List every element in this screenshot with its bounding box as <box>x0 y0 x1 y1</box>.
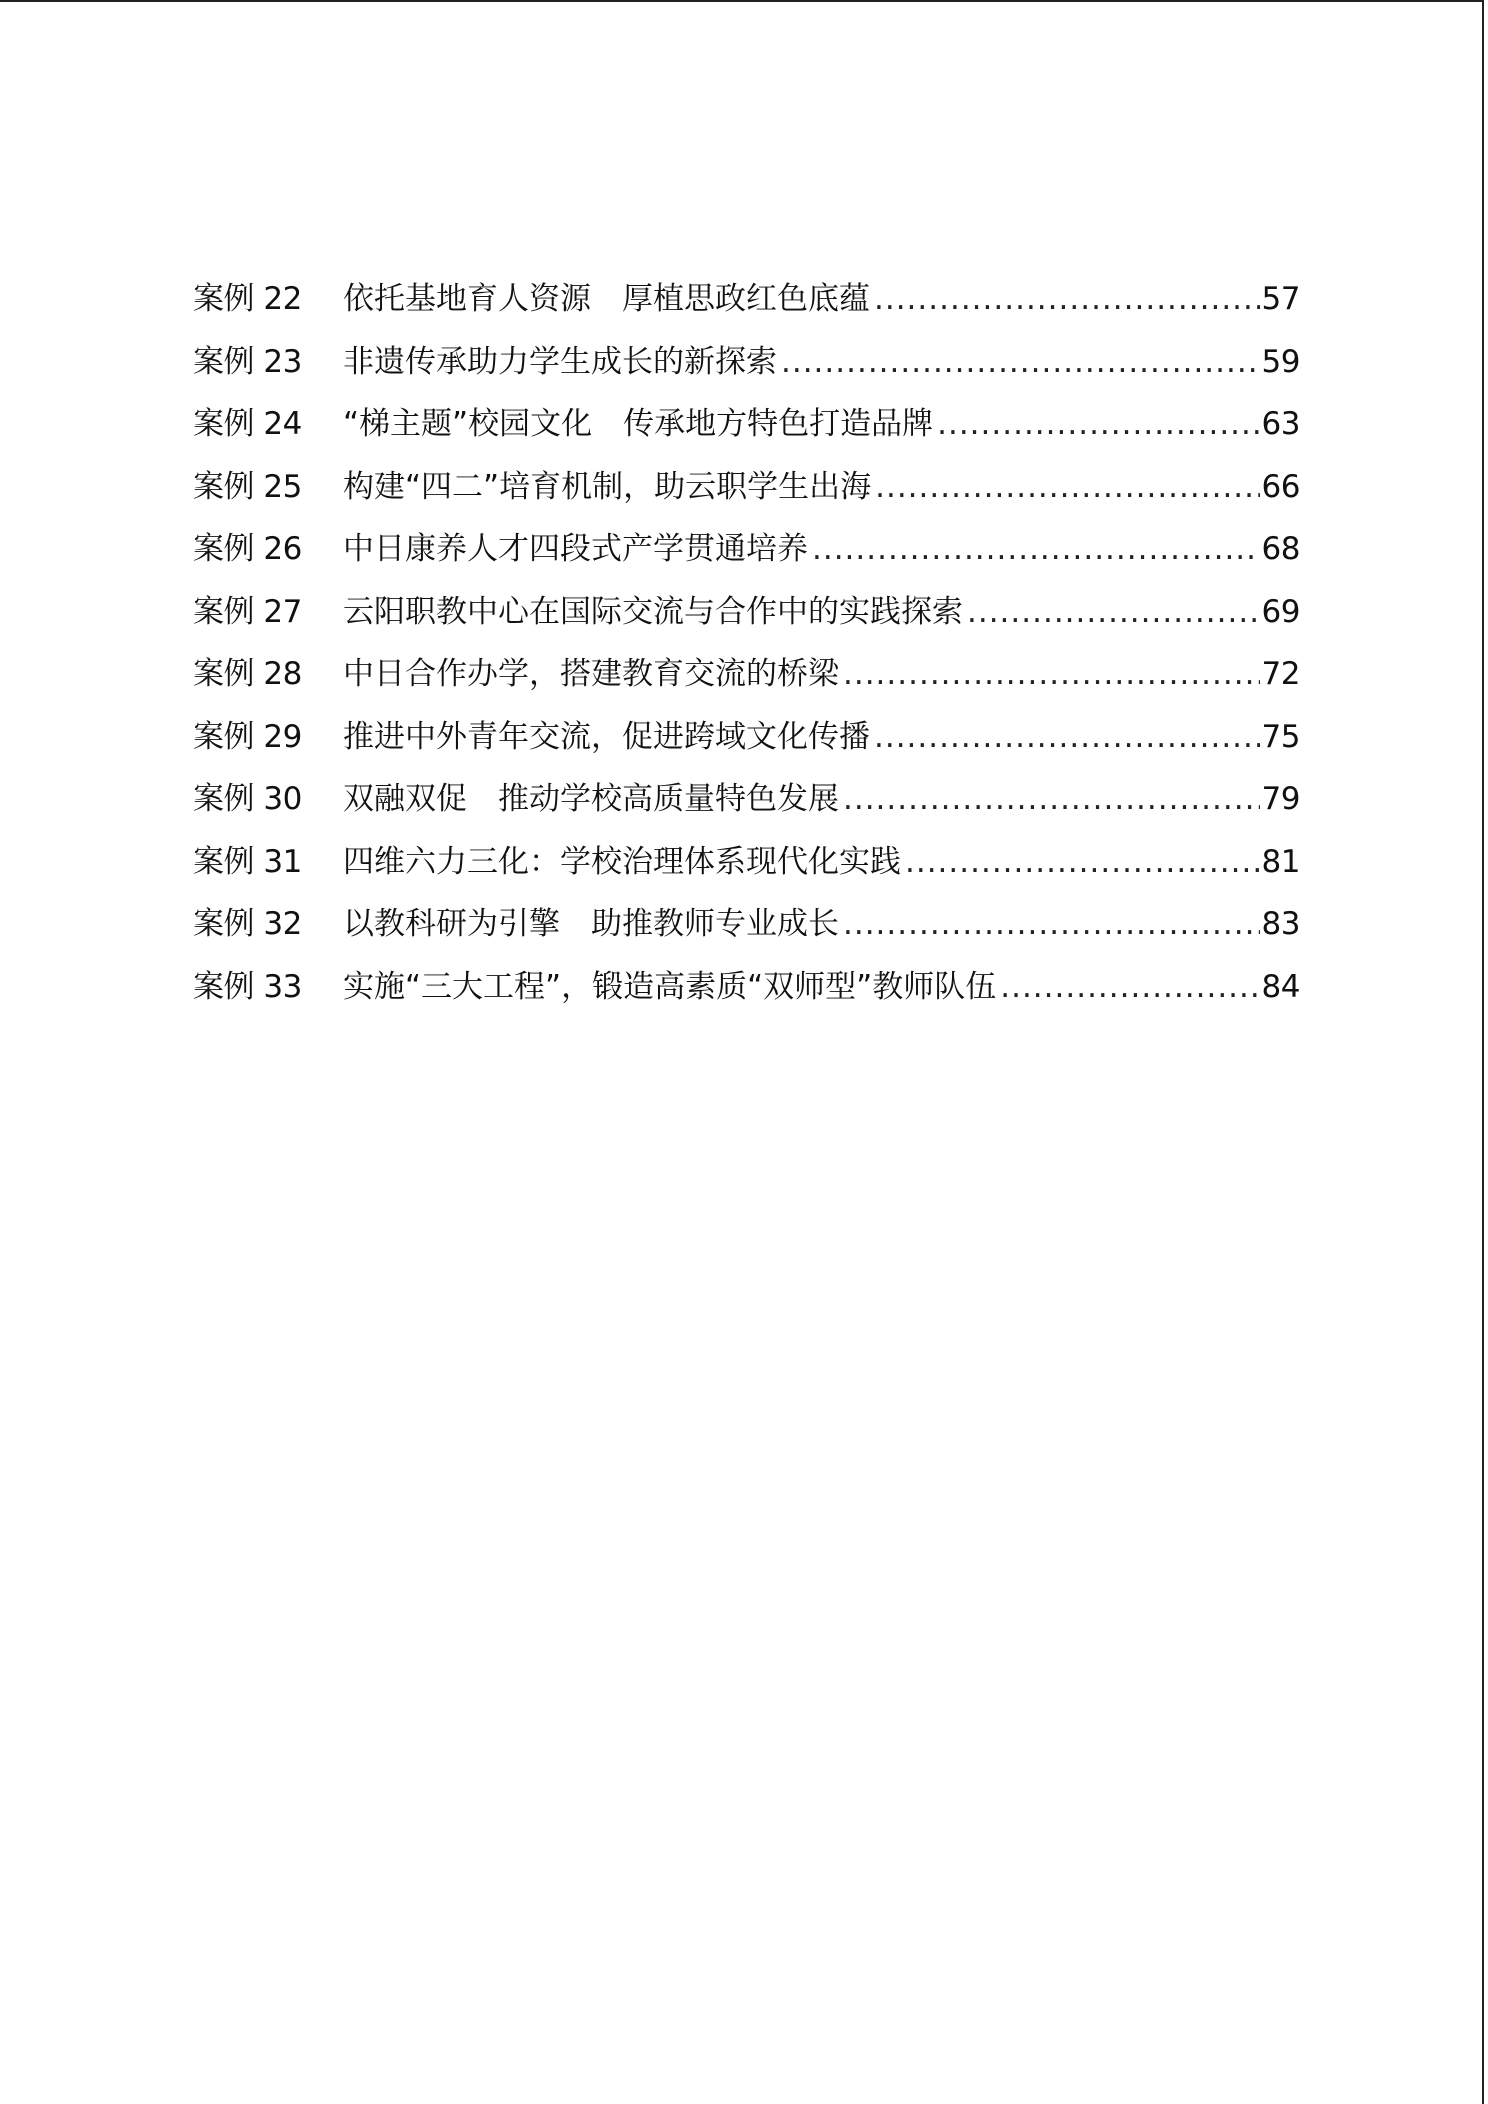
toc-entry-title: 非遗传承助力学生成长的新探索 <box>343 343 777 380</box>
toc-entry-page-number: 59 <box>1261 343 1300 380</box>
toc-entry-title: 四维六力三化：学校治理体系现代化实践 <box>343 843 901 880</box>
toc-entry-label: 案例 26 <box>193 531 302 567</box>
toc-entry-label: 案例 24 <box>193 406 302 442</box>
toc-entry-label: 案例 33 <box>193 968 302 1005</box>
toc-entry-title: 云阳职教中心在国际交流与合作中的实践探索 <box>343 593 963 630</box>
toc-entry-label: 案例 22 <box>193 281 302 317</box>
toc-dot-leader <box>905 831 1260 894</box>
toc-entry-page-number: 84 <box>1261 968 1300 1005</box>
toc-entry-label: 案例 28 <box>193 656 302 692</box>
toc-entry-page-number: 68 <box>1261 531 1300 567</box>
toc-dot-leader <box>843 893 1260 956</box>
toc-entry-label: 案例 25 <box>193 468 302 505</box>
toc-dot-leader <box>843 643 1260 706</box>
toc-entry-title: 中日康养人才四段式产学贯通培养 <box>343 531 808 567</box>
toc-entry-page-number: 57 <box>1261 281 1300 317</box>
toc-entry[interactable] <box>193 331 1300 394</box>
toc-dot-leader <box>937 393 1259 456</box>
toc-entry-title: 推进中外青年交流，促进跨域文化传播 <box>343 718 870 755</box>
toc-entry-label: 案例 30 <box>193 781 302 817</box>
toc-entry[interactable] <box>193 831 1300 894</box>
toc-entry-page-number: 81 <box>1261 843 1300 880</box>
toc-entry[interactable] <box>193 768 1300 831</box>
table-of-contents <box>193 268 1300 1018</box>
toc-entry[interactable] <box>193 706 1300 769</box>
toc-entry[interactable] <box>193 956 1300 1019</box>
toc-entry-title: 以教科研为引擎 助推教师专业成长 <box>343 906 839 942</box>
toc-entry-title: 实施“三大工程”，锻造高素质“双师型”教师队伍 <box>343 968 997 1005</box>
toc-entry[interactable] <box>193 393 1300 456</box>
toc-entry-title: 构建“四二”培育机制，助云职学生出海 <box>343 468 872 505</box>
toc-entry-label: 案例 29 <box>193 718 302 755</box>
toc-entry[interactable] <box>193 456 1300 519</box>
toc-entry[interactable] <box>193 893 1300 956</box>
toc-dot-leader <box>781 331 1260 394</box>
toc-dot-leader <box>874 706 1260 769</box>
toc-entry-label: 案例 23 <box>193 343 302 380</box>
toc-entry-title: 双融双促 推动学校高质量特色发展 <box>343 781 839 817</box>
toc-dot-leader <box>843 768 1260 831</box>
toc-entry[interactable] <box>193 643 1300 706</box>
toc-entry[interactable] <box>193 581 1300 644</box>
toc-entry-page-number: 72 <box>1261 656 1300 692</box>
toc-entry-label: 案例 32 <box>193 906 302 942</box>
toc-dot-leader <box>1000 956 1259 1019</box>
toc-entry-title: “梯主题”校园文化 传承地方特色打造品牌 <box>343 406 934 442</box>
toc-entry-page-number: 63 <box>1261 406 1300 442</box>
toc-entry-page-number: 79 <box>1261 781 1300 817</box>
toc-entry[interactable] <box>193 518 1300 581</box>
toc-entry-page-number: 75 <box>1261 718 1300 755</box>
toc-entry-page-number: 66 <box>1261 468 1300 505</box>
toc-dot-leader <box>874 268 1260 331</box>
toc-dot-leader <box>967 581 1260 644</box>
toc-dot-leader <box>875 456 1259 519</box>
toc-entry-title: 依托基地育人资源 厚植思政红色底蕴 <box>343 281 870 317</box>
toc-entry-page-number: 69 <box>1261 593 1300 630</box>
toc-entry[interactable] <box>193 268 1300 331</box>
toc-entry-title: 中日合作办学，搭建教育交流的桥梁 <box>343 656 839 692</box>
toc-dot-leader <box>812 518 1260 581</box>
toc-entry-label: 案例 27 <box>193 593 302 630</box>
toc-entry-page-number: 83 <box>1261 906 1300 942</box>
toc-entry-label: 案例 31 <box>193 843 302 880</box>
